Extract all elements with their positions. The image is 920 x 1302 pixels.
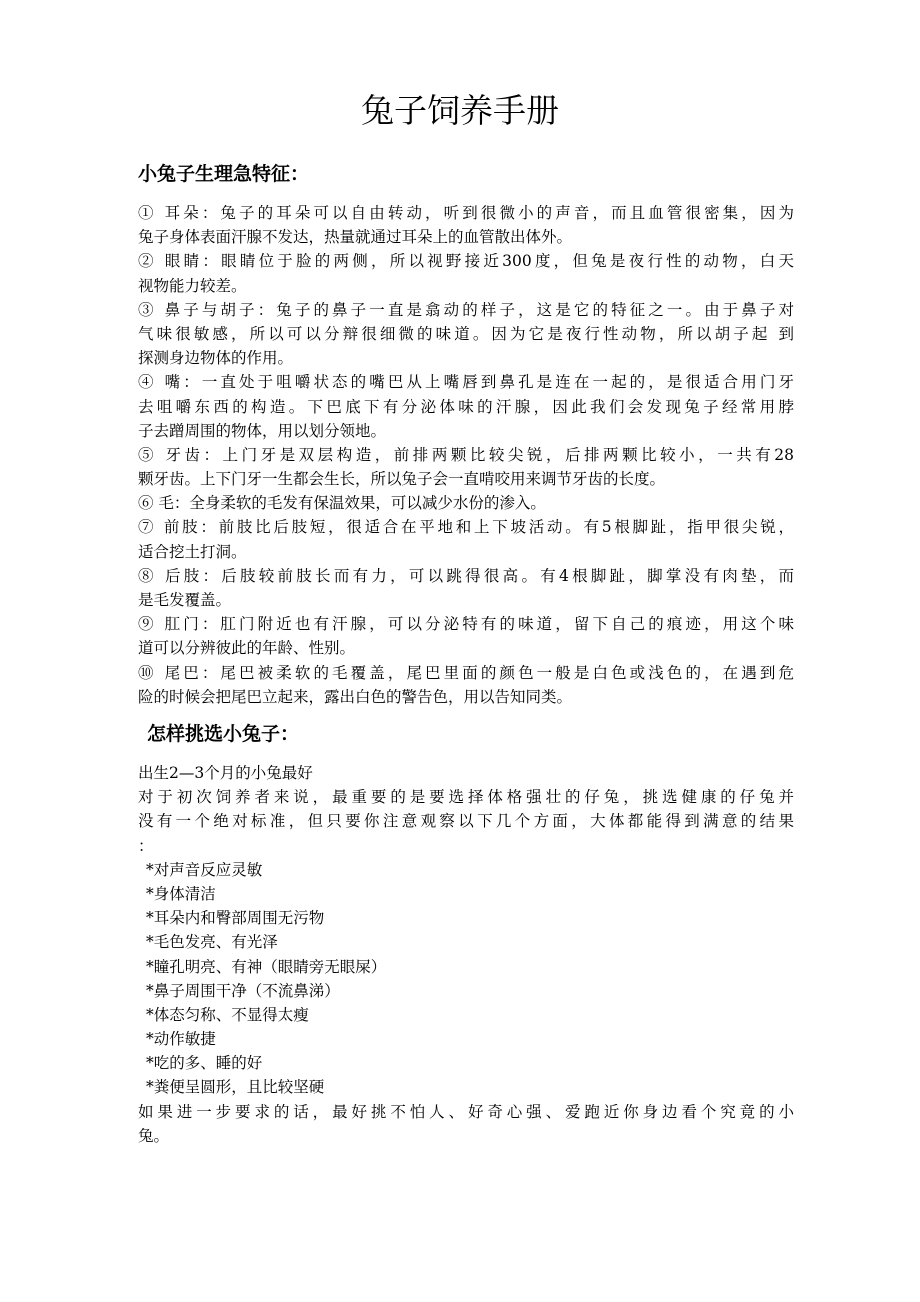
page-title: 兔子饲养手册 <box>361 91 559 130</box>
features-text-block <box>138 201 794 709</box>
text-line: ⑧ 后肢：后肢较前肢长而有力，可以跳得很高。有4根脚趾，脚掌没有肉垫，而 <box>138 566 794 585</box>
text-line: ⑥ 毛：全身柔软的毛发有保温效果，可以减少水份的渗入。 <box>138 494 546 513</box>
list-item: *身体清洁 <box>146 884 216 903</box>
list-item: *动作敏捷 <box>146 1030 216 1049</box>
list-item: *瞳孔明亮、有神（眼睛旁无眼屎） <box>146 957 387 976</box>
text-line: 如果进一步要求的话，最好挑不怕人、好奇心强、爱跑近你身边看个究竟的小 <box>138 1102 794 1121</box>
text-line: ③ 鼻子与胡子：兔子的鼻子一直是翕动的样子，这是它的特征之一。由于鼻子对 <box>138 300 794 319</box>
list-item: *耳朵内和臀部周围无污物 <box>146 909 325 928</box>
section-heading-features: 小兔子生理急特征： <box>138 163 310 185</box>
text-line: ⑦ 前肢：前肢比后肢短，很适合在平地和上下坡活动。有5根脚趾，指甲很尖锐， <box>138 518 794 537</box>
list-item: *鼻子周围干净（不流鼻涕） <box>146 981 340 1000</box>
selection-text-block <box>138 761 794 1148</box>
section-heading-selection: 怎样挑选小兔子： <box>147 723 300 745</box>
list-item: *吃的多、睡的好 <box>146 1054 263 1073</box>
text-line: 对于初次饲养者来说，最重要的是要选择体格强壮的仔兔，挑选健康的仔兔并 <box>138 788 794 807</box>
text-line: 兔。 <box>138 1126 170 1145</box>
text-line: ⑩ 尾巴：尾巴被柔软的毛覆盖，尾巴里面的颜色一般是白色或浅色的，在遇到危 <box>138 663 794 682</box>
list-item: *毛色发亮、有光泽 <box>146 933 278 952</box>
text-line: 出生2—3个月的小兔最好 <box>138 764 313 782</box>
text-line: 子去蹭周围的物体，用以划分领地。 <box>138 421 387 440</box>
text-line: 颗牙齿。上下门牙一生都会生长，所以兔子会一直啃咬用来调节牙齿的长度。 <box>138 470 666 489</box>
text-line: 视物能力较差。 <box>138 276 247 295</box>
text-line: 是毛发覆盖。 <box>138 591 232 609</box>
list-item: *粪便呈圆形，且比较坚硬 <box>146 1078 325 1097</box>
text-line: 兔子身体表面汗腺不发达，热量就通过耳朵上的血管散出体外。 <box>138 228 573 247</box>
text-line: 适合挖土打洞。 <box>138 542 247 561</box>
text-line: 险的时候会把尾巴立起来，露出白色的警告色，用以告知同类。 <box>138 687 573 706</box>
text-line: 去咀嚼东西的构造。下巴底下有分泌体味的汗腺，因此我们会发现兔子经常用脖 <box>138 397 794 416</box>
list-item: *体态匀称、不显得太瘦 <box>146 1005 309 1024</box>
text-line: ② 眼睛：眼睛位于脸的两侧，所以视野接近300度，但兔是夜行性的动物，白天 <box>138 252 794 271</box>
text-line: ④ 嘴：一直处于咀嚼状态的嘴巴从上嘴唇到鼻孔是连在一起的，是很适合用门牙 <box>138 373 794 392</box>
text-line: ① 耳朵：兔子的耳朵可以自由转动，听到很微小的声音，而且血管很密集，因为 <box>138 204 794 222</box>
text-line: ⑤ 牙齿：上门牙是双层构造，前排两颗比较尖锐，后排两颗比较小，一共有28 <box>138 445 794 464</box>
text-line: ⑨ 肛门：肛门附近也有汗腺，可以分泌特有的味道，留下自己的痕迹，用这个味 <box>138 615 794 634</box>
text-line: ： <box>138 836 154 855</box>
text-line: 探测身边物体的作用。 <box>138 349 294 368</box>
text-line: 没有一个绝对标准，但只要你注意观察以下几个方面，大体都能得到满意的结果 <box>138 812 794 831</box>
text-line: 道可以分辨彼此的年龄、性别。 <box>138 639 356 658</box>
list-item: *对声音反应灵敏 <box>146 860 263 879</box>
text-line: 气味很敏感，所以可以分辩很细微的味道。因为它是夜行性动物，所以胡子起 到 <box>138 324 794 343</box>
